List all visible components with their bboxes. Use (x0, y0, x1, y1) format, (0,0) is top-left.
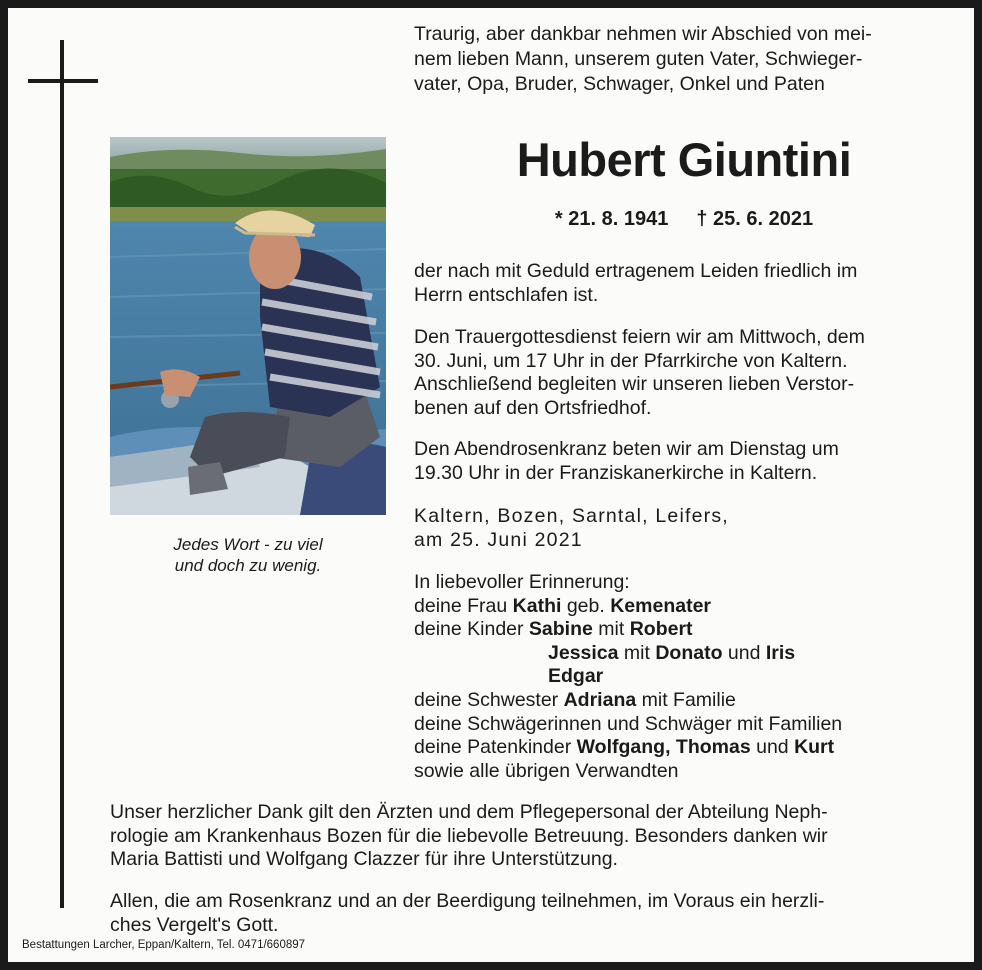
intro-line: Traurig, aber dankbar nehmen wir Abschied von mei- (414, 23, 872, 45)
paragraph-line: 19.30 Uhr in der Franziskanerkirche in Kaltern. (414, 461, 818, 484)
mourner-child-edgar: Edgar (548, 665, 604, 688)
birth-date: * 21. 8. 1941 (554, 208, 669, 230)
mourner-children: deine Kinder Sabine mit Robert (414, 618, 693, 641)
photo-caption (110, 534, 386, 576)
paragraph-line: Unser herzlicher Dank gilt den Ärzten und dem Pflegepersonal der Abteilung Neph- (110, 801, 828, 823)
mourner-sister: deine Schwester Adriana mit Familie (414, 688, 736, 711)
paragraph-line: der nach mit Geduld ertragenem Leiden friedlich im (414, 260, 858, 282)
closing-paragraph (110, 890, 952, 937)
paragraph-line: Den Abendrosenkranz beten wir am Dienstag um (414, 438, 839, 460)
mourners-list (414, 571, 959, 783)
paragraph-line: am 25. Juni 2021 (414, 528, 583, 551)
mourner-others: sowie alle übrigen Verwandten (414, 759, 679, 782)
portrait-photo (110, 137, 386, 515)
funeral-service-paragraph (414, 326, 959, 420)
intro-line: nem lieben Mann, unserem guten Vater, Schwieger- (414, 48, 863, 70)
paragraph-line: benen auf den Ortsfriedhof. (414, 396, 652, 419)
death-date: † 25. 6. 2021 (696, 208, 814, 230)
paragraph-line: Anschließend begleiten wir unseren lieben Verstor- (414, 373, 855, 396)
mourner-grandchildren: Jessica mit Donato und Iris (548, 641, 796, 664)
paragraph-line: Kaltern, Bozen, Sarntal, Leifers, (414, 505, 729, 527)
intro-text (414, 22, 954, 97)
paragraph-line: Den Trauergottesdienst feiern wir am Mittwoch, dem (414, 326, 865, 348)
mourners-heading: In liebevoller Erinnerung: (414, 571, 630, 593)
funeral-home-credit: Bestattungen Larcher, Eppan/Kaltern, Tel. 0471/660897 (22, 939, 306, 951)
cross-horizontal-bar (28, 79, 98, 83)
deceased-name: Hubert Giuntini (516, 133, 852, 186)
life-dates (414, 206, 954, 232)
caption-line: Jedes Wort - zu viel (173, 535, 323, 554)
mourner-wife: deine Frau Kathi geb. Kemenater (414, 594, 711, 617)
paragraph-line: 30. Juni, um 17 Uhr in der Pfarrkirche von Kaltern. (414, 349, 848, 372)
paragraph-line: Maria Battisti und Wolfgang Clazzer für ihre Unterstützung. (110, 848, 618, 871)
intro-line: vater, Opa, Bruder, Schwager, Onkel und Paten (414, 73, 825, 95)
mourner-inlaws: deine Schwägerinnen und Schwäger mit Familien (414, 712, 843, 735)
death-paragraph (414, 260, 959, 307)
cross-vertical-bar (60, 40, 64, 908)
paragraph-line: rologie am Krankenhaus Bozen für die liebevolle Betreuung. Besonders danken wir (110, 824, 828, 847)
paragraph-line: Allen, die am Rosenkranz und an der Beerdigung teilnehmen, im Voraus ein herzli- (110, 890, 825, 912)
mourner-godchildren: deine Patenkinder Wolfgang, Thomas und Kurt (414, 736, 835, 759)
thanks-paragraph (110, 801, 952, 872)
paragraph-line: ches Vergelt's Gott. (110, 913, 279, 936)
caption-line: und doch zu wenig. (174, 556, 322, 575)
paragraph-line: Herrn entschlafen ist. (414, 283, 599, 306)
photo-illustration (110, 137, 386, 515)
place-date-paragraph (414, 505, 959, 552)
rosary-paragraph (414, 438, 959, 485)
